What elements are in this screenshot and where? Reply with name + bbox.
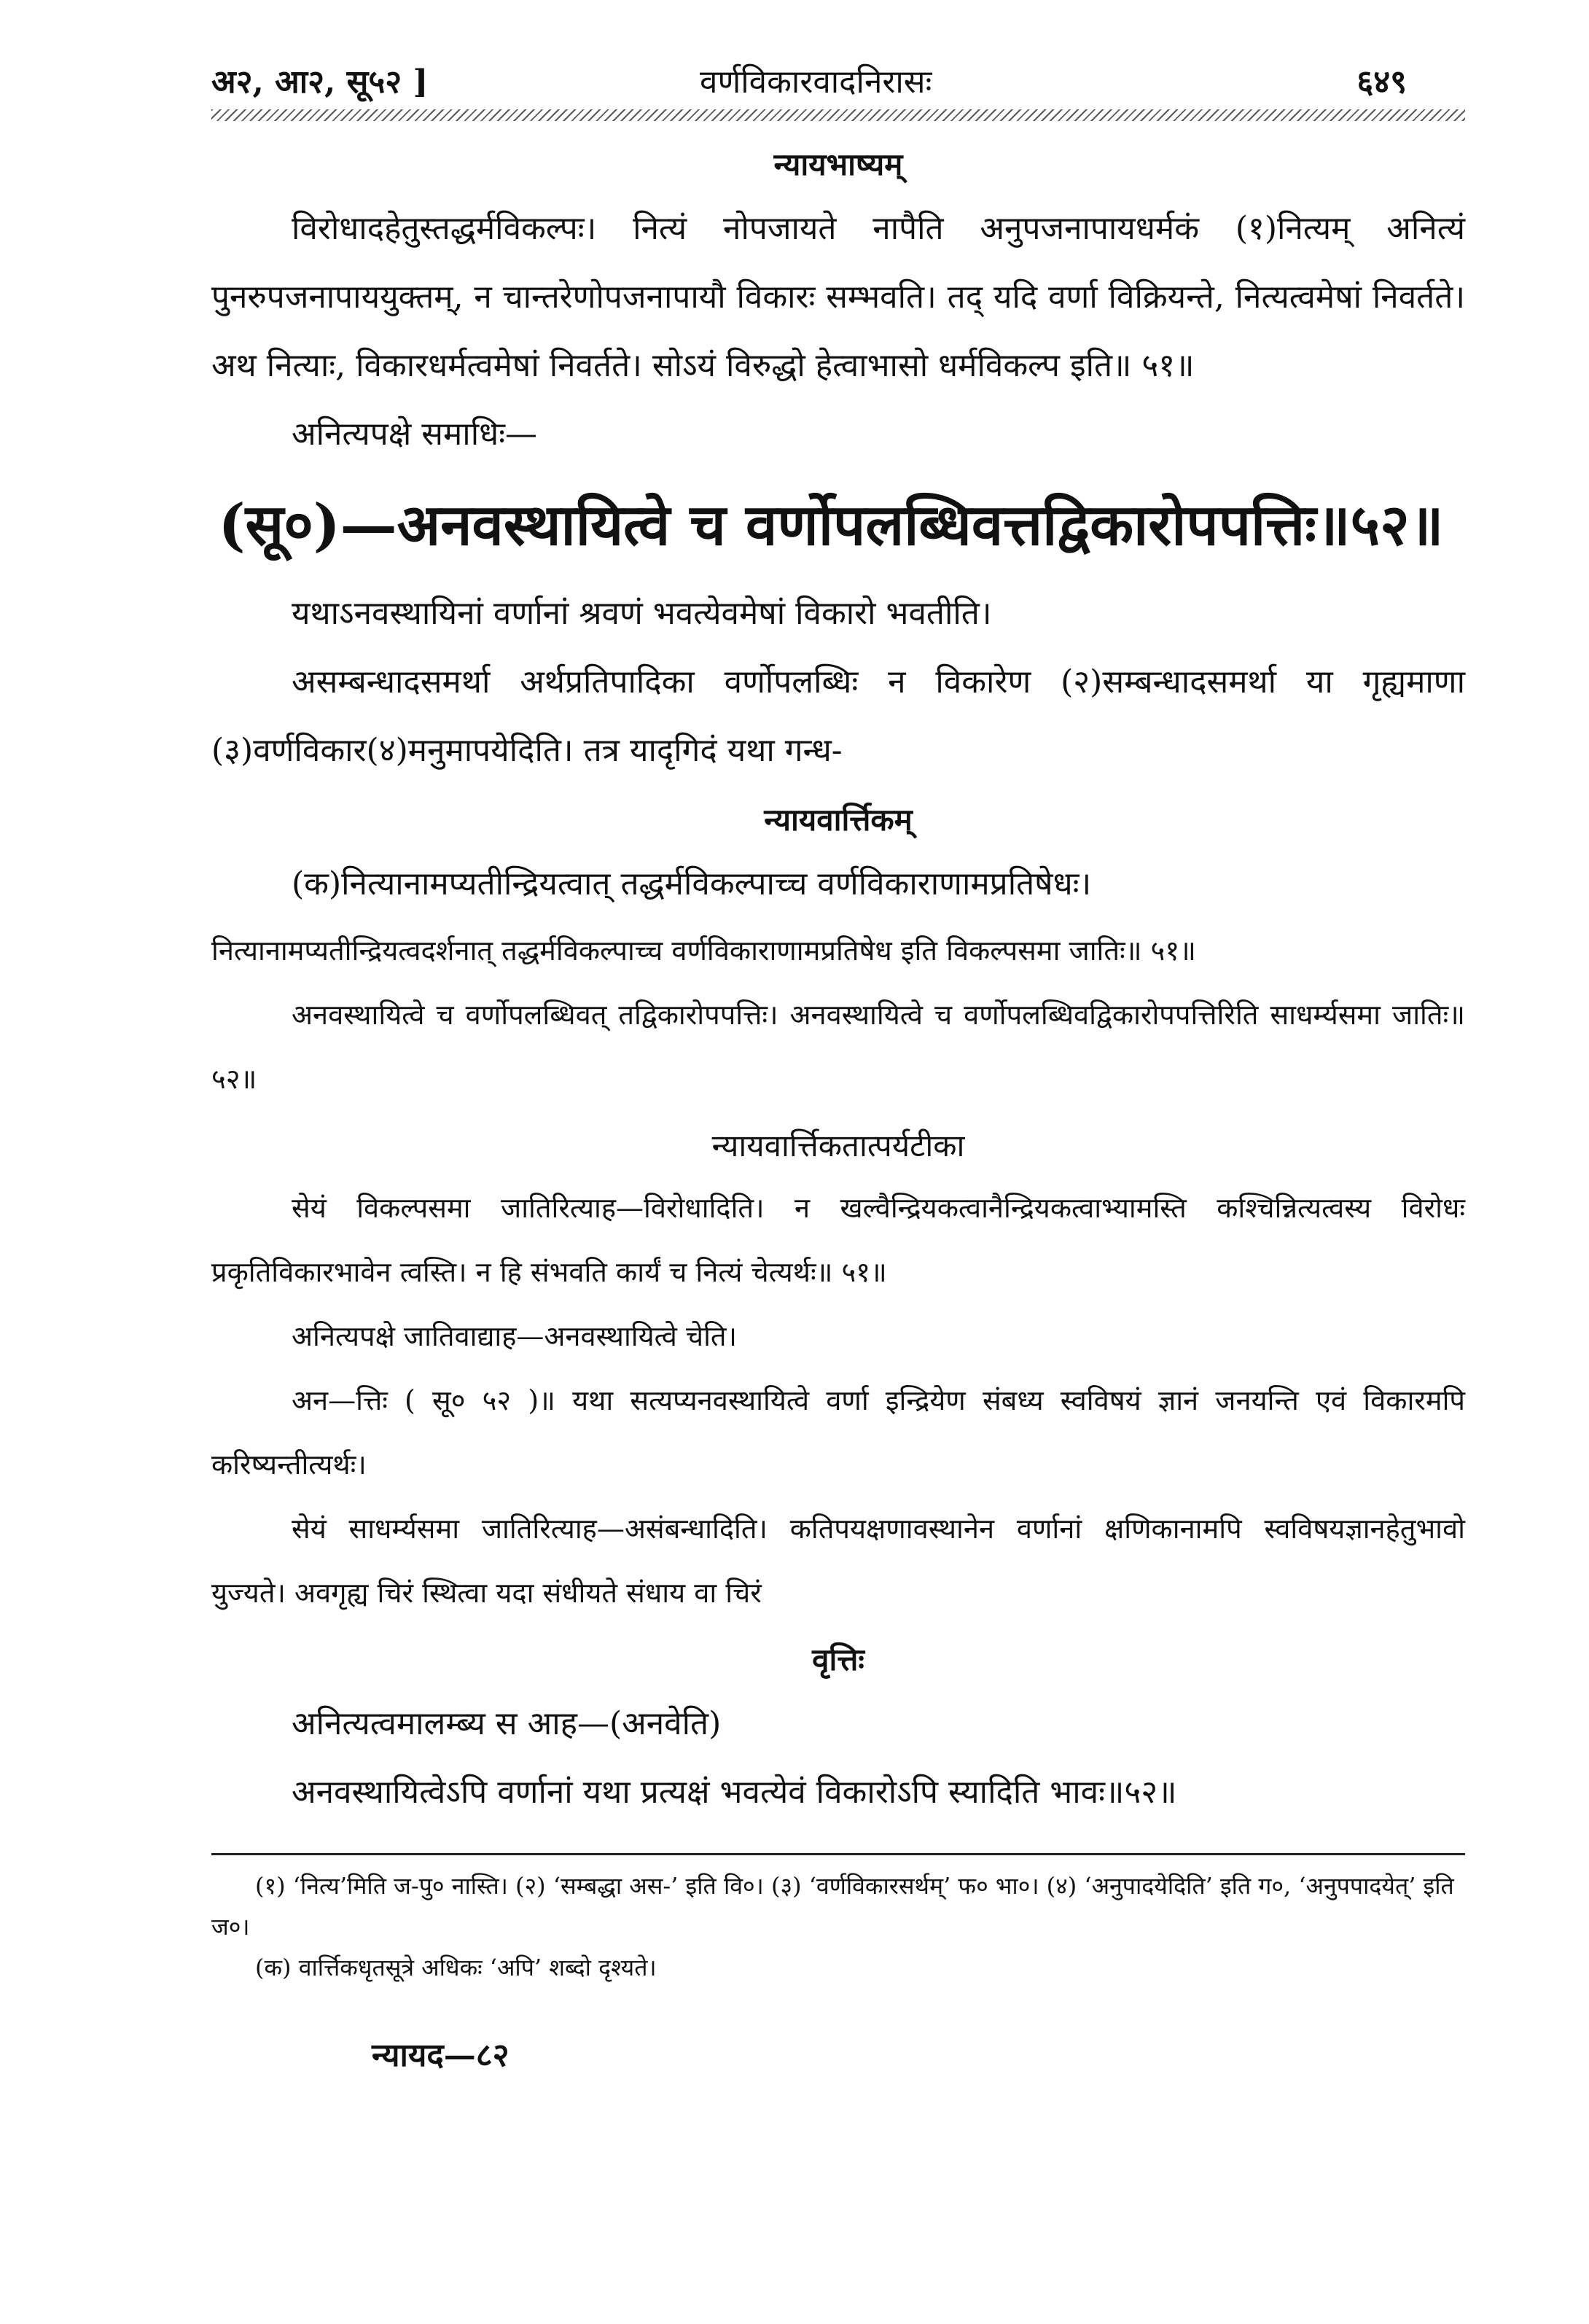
vartika-paragraph: (क)नित्यानामप्यतीन्द्रियत्वात् तद्धर्मविकल्पाच्च वर्णविकाराणामप्रतिषेधः। bbox=[292, 865, 1092, 902]
footnote: (१) ‘नित्य’मिति ज-पु० नास्ति। (२) ‘सम्बद्धा अस-’ इति वि०। (३) ‘वर्णविकारसर्थम्’ फ० भा०। (४) ‘अनुपादयेदिति’ इति ग०, ‘अनुपपादयेत्’ इति ज०। bbox=[211, 1872, 1454, 1941]
bhashya-paragraph: यथाऽनवस्थायिनां वर्णानां श्रवणं भवत्येवमेषां विकारो भवतीति। bbox=[292, 595, 992, 632]
tika-paragraph: अन—त्तिः ( सू० ५२ )॥ यथा सत्यप्यनवस्थायित्वे वर्णा इन्द्रियेण संबध्य स्वविषयं ज्ञानं जनयन्ति एवं विकारमपि करिष्यन्तीत्यर्थः। bbox=[211, 1384, 1465, 1481]
chapter-title: वर्णविकारवादनिरासः bbox=[700, 63, 932, 101]
section-reference: अ२, आ२, सू५२ ] bbox=[211, 63, 429, 101]
footnotes bbox=[211, 1865, 1465, 1988]
page-number: ६४९ bbox=[1356, 63, 1407, 101]
running-header bbox=[211, 44, 1465, 102]
header-divider bbox=[211, 109, 1465, 121]
bhashya-paragraph: अनित्यपक्षे समाधिः— bbox=[292, 416, 538, 453]
vartika-paragraph: अनवस्थायित्वे च वर्णोपलब्धिवत् तद्विकारोपपत्तिः। अनवस्थायित्वे च वर्णोपलब्धिवद्विकारोपपत्तिरिति साधर्म्यसमा जातिः॥ ५२॥ bbox=[211, 999, 1465, 1095]
tika-paragraph: सेयं साधर्म्यसमा जातिरित्याह—असंबन्धादिति। कतिपयक्षणावस्थानेन वर्णानां क्षणिकानामपि स्वविषयज्ञानहेतुभावो युज्यते। अवगृह्य चिरं स्थित्वा यदा संधीयते संधाय वा चिरं bbox=[211, 1513, 1465, 1609]
vritti-heading: वृत्तिः bbox=[812, 1642, 864, 1677]
tika-paragraph: सेयं विकल्पसमा जातिरित्याह—विरोधादिति। न खल्वैन्द्रियकत्वानैन्द्रियकत्वाभ्यामस्ति कश्चिन्नित्यत्वस्य विरोधः प्रकृतिविकारभावेन त्वस्ति। न हि संभवति कार्यं च नित्यं चेत्यर्थः॥ ५१॥ bbox=[211, 1192, 1465, 1288]
footnote: (क) वार्त्तिकधृतसूत्रे अधिकः ‘अपि’ शब्दो दृश्यते। bbox=[255, 1954, 657, 1981]
vritti-paragraph: अनित्यत्वमालम्ब्य स आह—(अनवेति) bbox=[292, 1705, 722, 1742]
vritti-paragraph: अनवस्थायित्वेऽपि वर्णानां यथा प्रत्यक्षं भवत्येवं विकारोऽपि स्यादिति भावः॥५२॥ bbox=[292, 1774, 1177, 1811]
footnote-divider bbox=[211, 1853, 1465, 1855]
bhashya-heading: न्यायभाष्यम् bbox=[773, 147, 903, 182]
bhashya-paragraph: विरोधादहेतुस्तद्धर्मविकल्पः। नित्यं नोपजायते नापैति अनुपजनापायधर्मकं (१)नित्यम् अनित्यं पुनरुपजनापाययुक्तम्, न चान्तरेणोपजनापायौ विकारः सम्भवति। तद् यदि वर्णा विक्रियन्ते, नित्यत्वमेषां निवर्तते। अथ नित्याः, विकारधर्मत्वमेषां निवर्तते। सोऽयं विरुद्धो हेत्वाभासो धर्मविकल्प इति॥ ५१॥ bbox=[211, 210, 1465, 384]
vartika-heading: न्यायवार्त्तिकम् bbox=[764, 802, 913, 838]
bhashya-paragraph: असम्बन्धादसमर्था अर्थप्रतिपादिका वर्णोपलब्धिः न विकारेण (२)सम्बन्धादसमर्था या गृह्यमाणा (३)वर्णविकार(४)मनुमापयेदिति। तत्र यादृगिदं यथा गन्ध- bbox=[211, 663, 1465, 769]
vartika-paragraph: नित्यानामप्यतीन्द्रियत्वदर्शनात् तद्धर्मविकल्पाच्च वर्णविकाराणामप्रतिषेध इति विकल्पसमा जातिः॥ ५१॥ bbox=[211, 935, 1196, 967]
tika-heading: न्यायवार्त्तिकतात्पर्यटीका bbox=[711, 1128, 965, 1163]
sutra-text: (सू०)—अनवस्थायित्वे च वर्णोपलब्धिवत्तद्विकारोपपत्तिः॥५२॥ bbox=[218, 492, 1444, 558]
signature-mark: न्यायद—८२ bbox=[372, 2037, 510, 2074]
tika-paragraph: अनित्यपक्षे जातिवाद्याह—अनवस्थायित्वे चेति। bbox=[292, 1320, 737, 1352]
